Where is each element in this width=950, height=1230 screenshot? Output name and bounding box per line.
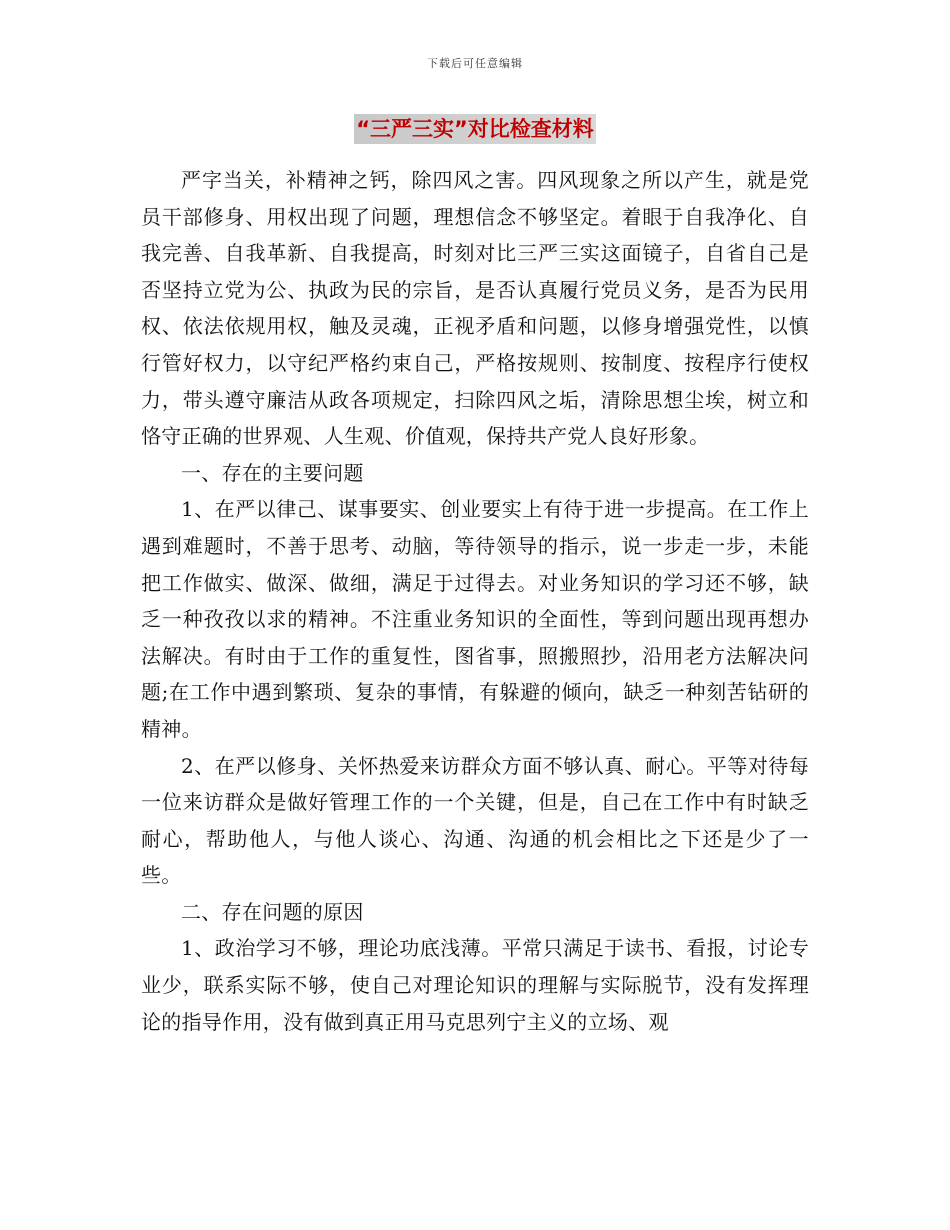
paragraph-problem-2: 2、在严以修身、关怀热爱来访群众方面不够认真、耐心。平等对待每一位来访群众是做好管理工作的一个关键，但是，自己在工作中有时缺乏耐心，帮助他人，与他人谈心、沟通、沟通的机会相比之下还是少了一些。 (141, 753, 809, 888)
section-heading-main-problems: 一、存在的主要问题 (181, 460, 364, 485)
paragraph-problem-1: 1、在严以律己、谋事要实、创业要实上有待于进一步提高。在工作上遇到难题时，不善于思考、动脑，等待领导的指示，说一步走一步，未能把工作做实、做深、做细，满足于过得去。对业务知识的学习还不够，缺乏一种孜孜以求的精神。不注重业务知识的全面性，等到问题出现再想办法解决。有时由于工作的重复性，图省事，照搬照抄，沿用老方法解决问题;在工作中遇到繁琐、复杂的事情，有躲避的倾向，缺乏一种刻苦钻研的精神。 (141, 497, 809, 741)
paragraph-cause-1: 1、政治学习不够，理论功底浅薄。平常只满足于读书、看报，讨论专业少，联系实际不够，使自己对理论知识的理解与实际脱节，没有发挥理论的指导作用，没有做到真正用马克思列宁主义的立场、观 (141, 936, 809, 1034)
title-container (0, 114, 950, 144)
document-title: “三严三实”对比检查材料 (354, 114, 596, 144)
section-heading-causes: 二、存在问题的原因 (181, 899, 364, 924)
page-header-note: 下载后可任意编辑 (427, 57, 523, 70)
document-body (141, 162, 809, 1040)
paragraph-intro: 严字当关，补精神之钙，除四风之害。四风现象之所以产生，就是党员干部修身、用权出现了问题，理想信念不够坚定。着眼于自我净化、自我完善、自我革新、自我提高，时刻对比三严三实这面镜子，自省自己是否坚持立党为公、执政为民的宗旨，是否认真履行党员义务，是否为民用权、依法依规用权，触及灵魂，正视矛盾和问题，以修身增强党性，以慎行管好权力，以守纪严格约束自己，严格按规则、按制度、按程序行使权力，带头遵守廉洁从政各项规定，扫除四风之垢，清除思想尘埃，树立和恪守正确的世界观、人生观、价值观，保持共产党人良好形象。 (141, 168, 809, 449)
